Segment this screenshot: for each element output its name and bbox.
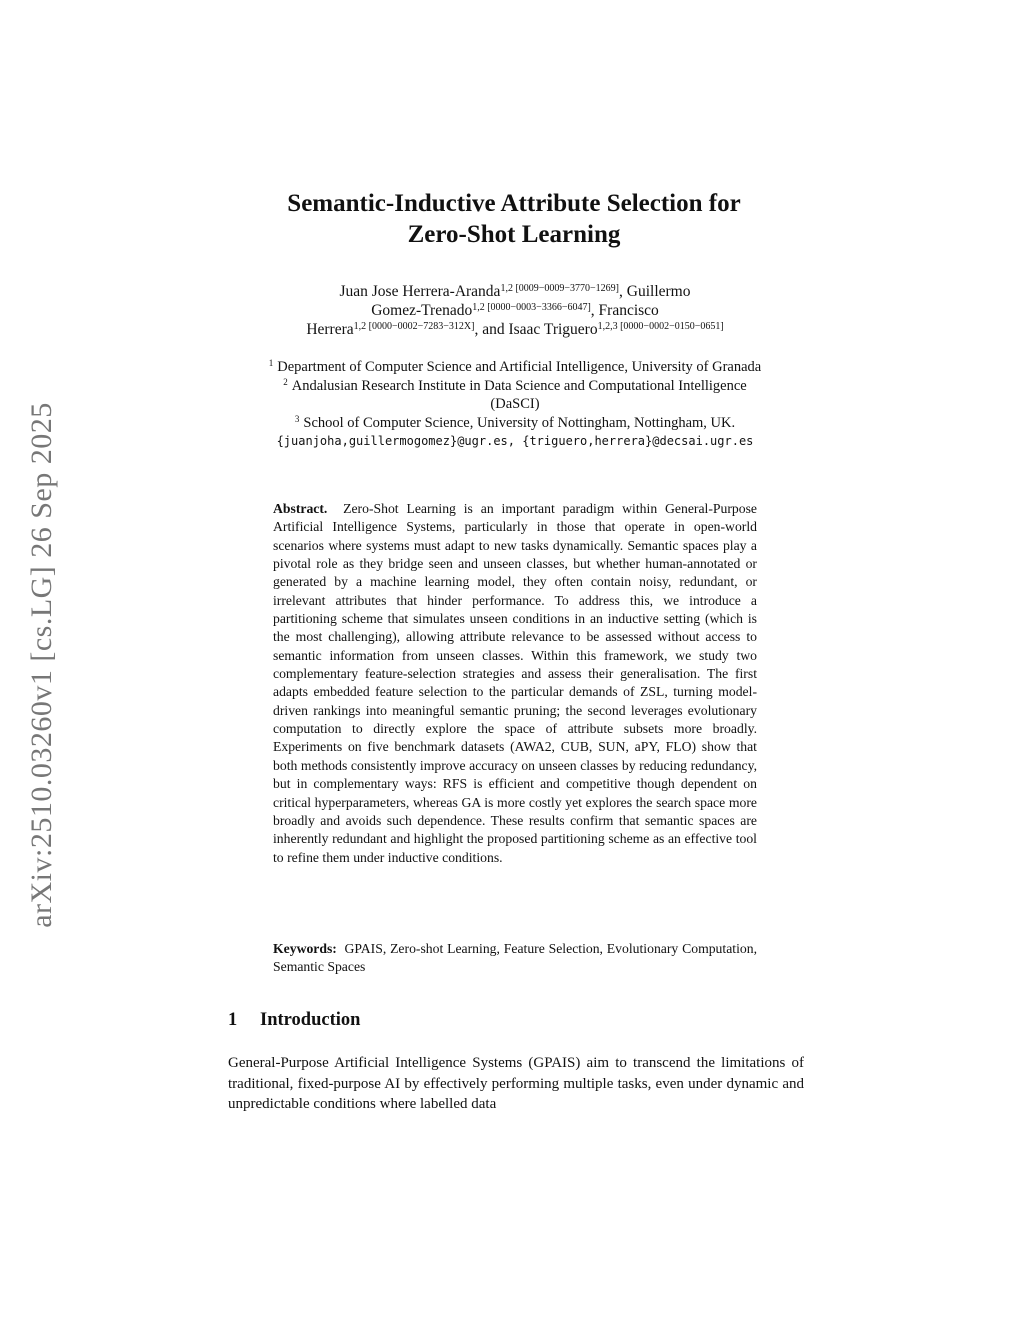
affiliations: [225, 358, 805, 451]
title-line-2: Zero-Shot Learning: [407, 221, 621, 248]
abstract-text: Zero-Shot Learning is an important paradigm within General-Purpose Artificial Intelligence Systems, particularly in those that operate in open-world scenarios where systems must adapt to new tasks dynamically. Semantic spaces play a pivotal role as they bridge seen and unseen classes, but whether human-annotated or generated by a machine learning model, they often contain noisy, redundant, or irrelevant attributes that hinder performance. To address this, we introduce a partitioning scheme that simulates unseen conditions in an inductive setting (which is the most challenging), allowing attribute relevance to be assessed without access to semantic information from unseen classes. Within this framework, we study two complementary feature-selection strategies and assess their generalisation. The first adapts embedded feature selection to the particular demands of ZSL, turning model-driven rankings into meaningful semantic pruning; the second leverages evolutionary computation to directly explore the space of attribute subsets more broadly. Experiments on five benchmark datasets (AWA2, CUB, SUN, aPY, FLO) show that both methods consistently improve accuracy on unseen classes by reducing redundancy, but in complementary ways: RFS is efficient and competitive though dependent on critical hyperparameters, whereas GA is more costly yet explores the search space more broadly and avoids such dependence. These results confirm that semantic spaces are inherently redundant and highlight the proposed partitioning scheme as an effective tool to refine them under inductive conditions.: [273, 501, 758, 865]
keywords-text: GPAIS, Zero-shot Learning, Feature Selection, Evolutionary Computation, Semantic Spaces: [273, 941, 757, 975]
author-name: Isaac Triguero: [508, 321, 598, 338]
author-affiliation-orcid: 1,2 [0009−0009−3770−1269]: [500, 283, 620, 294]
affiliation-3: [225, 414, 805, 433]
section-number: 1: [228, 1010, 238, 1030]
author-line-2: Gomez-Trenado$^{1,2 [0000-0003-3366-6047]}$, Francisco: [371, 302, 659, 319]
affiliation-2: [225, 377, 805, 396]
keywords: [273, 940, 757, 977]
affiliation-text: School of Computer Science, University of Nottingham, Nottingham, UK.: [303, 414, 736, 431]
author-affiliation-orcid: 1,2,3 [0000−0002−0150−0651]: [597, 321, 724, 332]
author-emails: {juanjoha,guillermogomez}@ugr.es, {triguero,herrera}@decsai.ugr.es: [276, 434, 754, 448]
author-line-3: Herrera$^{1,2 [0000-0002-7283-312X]}$, and Isaac Triguero$^{1,2,3 [0000-0002-0150-0651]}$: [306, 321, 724, 338]
author-name: Guillermo: [626, 283, 691, 300]
author-name: Francisco: [598, 302, 659, 319]
affiliation-number: 3: [294, 413, 300, 424]
author-list: [230, 282, 800, 339]
title-line-1: Semantic-Inductive Attribute Selection for: [287, 190, 741, 217]
abstract-label: Abstract.: [273, 501, 328, 516]
keywords-label: Keywords:: [273, 941, 337, 956]
affiliation-number: 1: [268, 358, 274, 368]
abstract: [273, 500, 757, 867]
author-name: Herrera: [306, 321, 354, 338]
affiliation-text: Andalusian Research Institute in Data Science and Computational Intelligence: [291, 377, 747, 394]
author-line-1: Juan Jose Herrera-Aranda$^{1,2 [0009-0009-3770-1269]}$, Guillermo: [339, 283, 691, 300]
arxiv-identifier: arXiv:2510.03260v1 [cs.LG] 26 Sep 2025: [25, 402, 58, 928]
paper-title: [230, 188, 798, 250]
section-title: Introduction: [260, 1010, 361, 1030]
introduction-paragraph: General-Purpose Artificial Intelligence Systems (GPAIS) aim to transcend the limitations of traditional, fixed-purpose AI by effectively performing multiple tasks, even under dynamic and unpredictable conditions where labelled data: [228, 1055, 804, 1112]
affiliation-text: Department of Computer Science and Artificial Intelligence, University of Granada: [277, 359, 762, 375]
author-name: Gomez-Trenado: [371, 302, 473, 319]
affiliation-1: [225, 358, 805, 377]
author-affiliation-orcid: 1,2 [0000−0002−7283−312X]: [353, 321, 475, 332]
affiliation-2-continuation: (DaSCI): [490, 396, 540, 412]
author-affiliation-orcid: 1,2 [0000−0003−3366−6047]: [472, 302, 591, 313]
section-heading: [228, 1010, 360, 1031]
affiliation-number: 2: [283, 376, 288, 387]
author-name: Juan Jose Herrera-Aranda: [339, 283, 501, 300]
